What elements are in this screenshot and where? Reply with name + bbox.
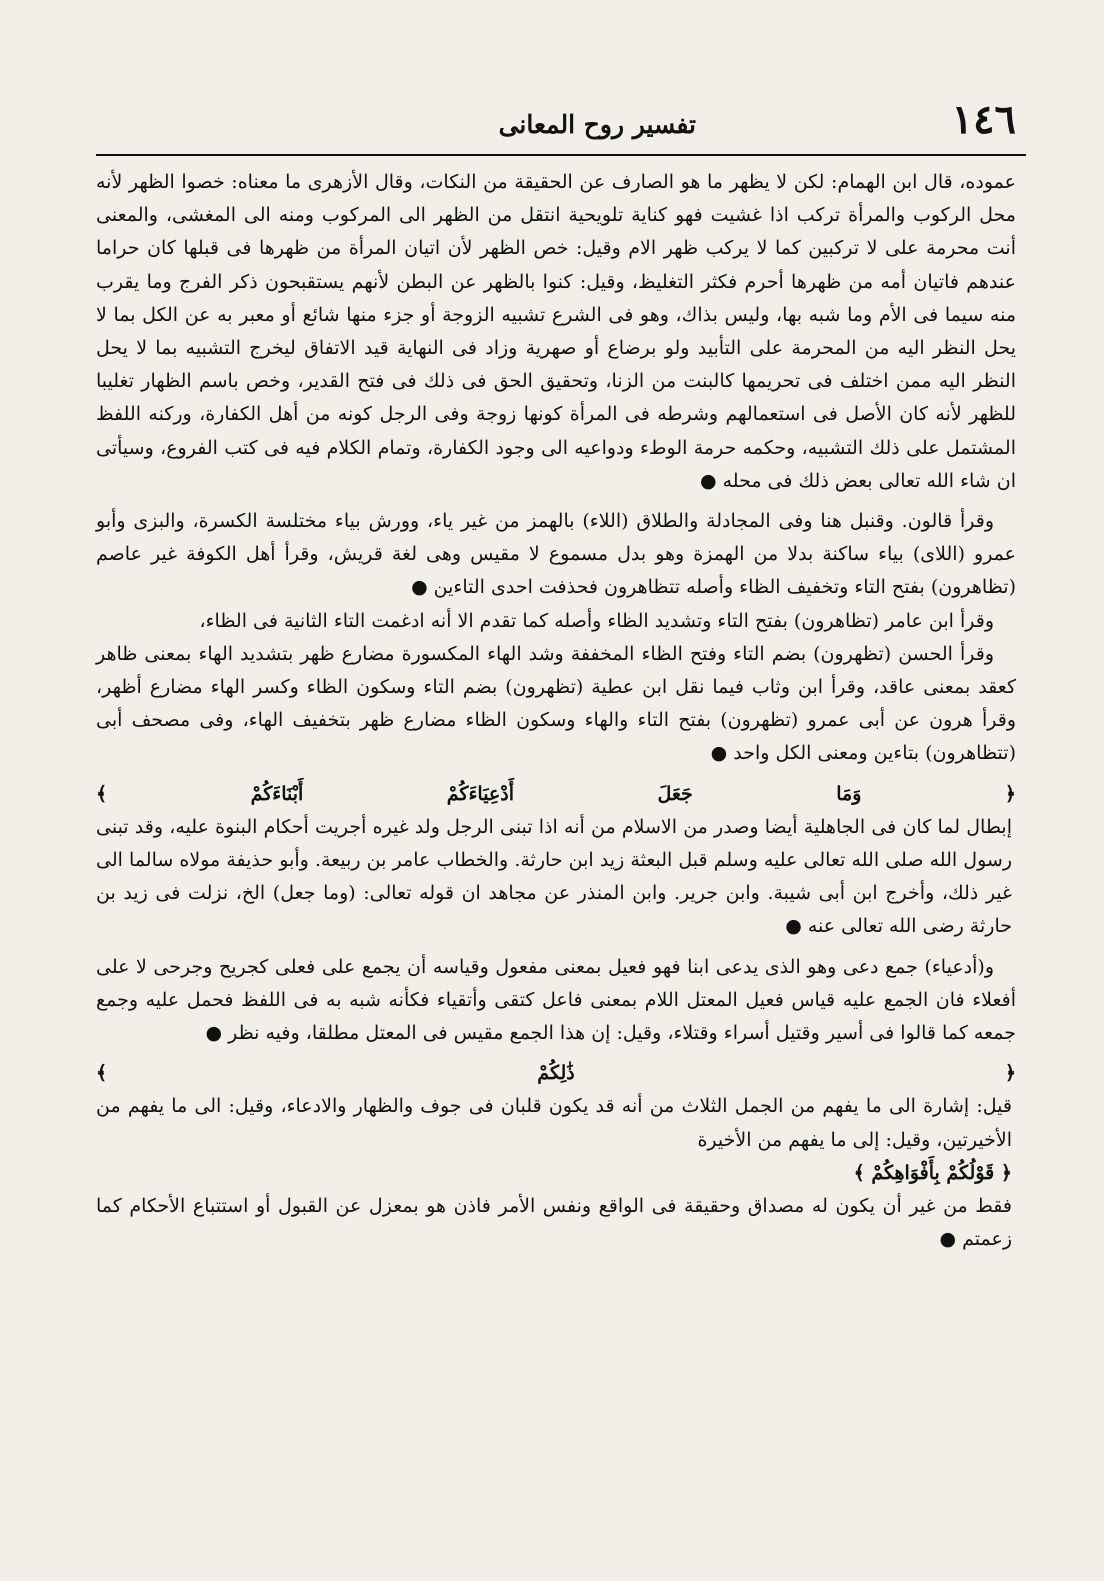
paragraph-text: عموده، قال ابن الهمام: لكن لا يظهر ما هو الصارف عن الحقيقة من النكات، وقال الأزهرى ما معناه: خصوا الظهر لأنه محل الركوب والمرأة تركب اذا غشيت فهو كناية تلويحية انتقل من الظهر الى المركوب ومنه الى المغشى، والمعنى أنت محرمة على لا تركبين كما لا يركب ظهر الام وقيل: خص الظهر لأن اتيان المرأة من ظهرها فى قبلها كان حراما عندهم فاتيان أمه من ظهرها أحرم فكثر التغليظ، وقيل: كنوا بالظهر عن البطن لأنهم يستقبحون ذكر الفرج وما يقرب منه سيما فى الأم وما شبه بها، وليس بذاك، وهو فى الشرع تشبيه الزوجة أو جزء منها شائع أو معبر به عن الكل بما لا يحل النظر اليه من المحرمة على التأبيد ولو برضاع أو صهرية وزاد فى النهاية قيد الاتفاق ليخرج التشبيه بما لا يحل النظر اليه ممن اختلف فى تحريمها كالبنت من الزنا، وتحقيق الحق فى ذلك فى فتح القدير، وخص باسم الظهار تغليبا للظهر لأنه كان الأصل فى استعمالهم وشرطه فى المرأة كونها زوجة وفى الرجل كونه من أهل الكفارة، وركنه اللفظ المشتمل على ذلك التشبيه، وحكمه حرمة الوطء ودواعيه الى وجود الكفارة، وتمام الكلام فيه فى كتب الفروع، وسيأتى ان شاء الله تعالى بعض ذلك فى محله ● — [96, 171, 1016, 492]
running-title: تفسير روح المعانى — [498, 110, 696, 139]
paragraph-text: قيل: إشارة الى ما يفهم من الجمل الثلاث من أنه قد يكون قلبان فى جوف والظهار والادعاء، وقيل: الى ما يفهم من الأخيرتين، وقيل: إلى ما يفهم من الأخيرة — [96, 1095, 1012, 1151]
quran-verse-quote: ﴿ قَوْلُكُمْ بِأَفْوَاهِكُمْ ﴾ — [853, 1161, 1012, 1184]
paragraph-text: فقط من غير أن يكون له مصداق وحقيقة فى الواقع ونفس الأمر فاذن هو بمعزل عن القبول أو استتباع الأحكام كما زعمتم ● — [96, 1195, 1012, 1251]
page-header — [96, 92, 1026, 156]
paragraph-text: إبطال لما كان فى الجاهلية أيضا وصدر من الاسلام من أنه اذا تبنى الرجل ولد غيره أجريت أحكام البنوة عليه، وقد تبنى رسول الله صلى الله تعالى عليه وسلم قبل البعثة زيد ابن حارثة. والخطاب عامر بن ربيعة. وأبو حذيفة مولاه سالما الى غير ذلك، وأخرج ابن أبى شيبة. وابن جرير. وابن المنذر عن مجاهد ان قوله تعالى: (وما جعل) الخ، نزلت فى زيد بن حارثة رضى الله تعالى عنه ● — [96, 815, 1012, 938]
paragraph-qiraat-ibn-amir — [96, 605, 1016, 638]
paragraph-adiya-grammar — [96, 951, 1016, 1051]
commentary-body — [96, 166, 1016, 1257]
paragraph-zihar-definition — [96, 166, 1016, 498]
paragraph-adiya-verse — [96, 778, 1016, 944]
paragraph-text: وقرأ الحسن (تظهرون) بضم التاء وفتح الظاء المخففة وشد الهاء المكسورة مضارع ظهر بتشديد الهاء بمعنى ظاهر كعقد بمعنى عاقد، وقرأ ابن وثاب فيما نقل ابن عطية (تظهرون) بضم التاء وسكون الظاء وكسر الهاء مضارع أظهر، وقرأ هرون عن أبى عمرو (تظهرون) بفتح التاء والهاء وسكون الظاء مضارع ظهر بتخفيف الهاء، وفى مصحف أبى (تتظاهرون) بتاءين ومعنى الكل واحد ● — [96, 642, 1016, 765]
paragraph-text: وقرأ ابن عامر (تظاهرون) بفتح التاء وتشديد الظاء وأصله كما تقدم الا أنه ادغمت التاء الثانية فى الظاء، — [199, 609, 994, 632]
quran-verse-quote: ﴿ ذَٰلِكُمْ ﴾ — [96, 1062, 1016, 1085]
paragraph-text: و(أدعياء) جمع دعى وهو الذى يدعى ابنا فهو فعيل بمعنى مفعول وقياسه أن يجمع على فعلى كجريح وجرحى لا على أفعلاء فان الجمع عليه قياس فعيل المعتل اللام بمعنى فاعل كتقى وأتقياء فكأنه شبه به فى اللفظ فحمل عليه وجمع جمعه كما قالوا فى أسير وقتيل أسراء وقتلاء، وقيل: إن هذا الجمع مقيس فى المعتل مطلقا، وفيه نظر ● — [96, 955, 1016, 1045]
paragraph-qiraat-hasan — [96, 638, 1016, 771]
quran-verse-quote: ﴿ وَمَا جَعَلَ أَدْعِيَاءَكُمْ أَبْنَاءَكُمْ ﴾ — [96, 782, 1016, 805]
paragraph-qiraat-allai — [96, 505, 1016, 605]
paragraph-dhalikum — [96, 1057, 1016, 1256]
page-number: ١٤٦ — [951, 96, 1016, 143]
paragraph-text: وقرأ قالون. وقنبل هنا وفى المجادلة والطلاق (اللاء) بالهمز من غير ياء، وورش بياء مختلسة الكسرة، والبزى وأبو عمرو (اللاى) بياء ساكنة بدلا من الهمزة وهو بدل مسموع لا مقيس وهى لغة قريش، وقرأ أهل الكوفة غير عاصم (تظاهرون) بفتح التاء وتخفيف الظاء وأصله تتظاهرون فحذفت احدى التاءين ● — [96, 510, 1016, 599]
